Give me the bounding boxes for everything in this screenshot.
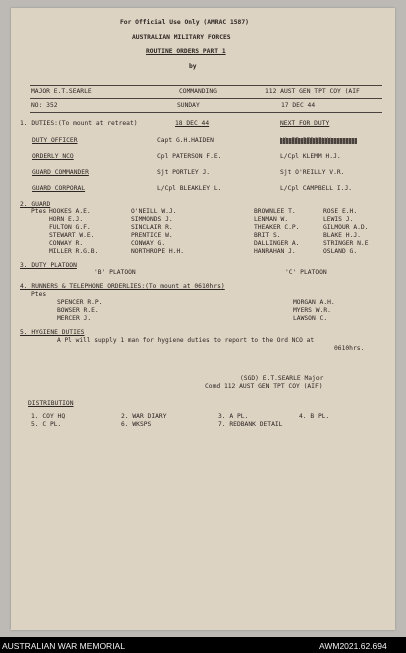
rule-middle [30,98,382,99]
rule-bottom [30,112,382,113]
guard-name: GILMOUR A.D. [323,224,369,231]
force-heading: AUSTRALIAN MILITARY FORCES [132,34,231,41]
guard-name: SIMMONDS J. [131,216,173,223]
duty-platoon-heading: 3. DUTY PLATOON [20,262,77,269]
runner-name: MERCER J. [57,315,92,322]
distribution-item: 4. B PL. [299,413,330,420]
signature-title: Comd 112 AUST GEN TPT COY (AIF) [205,383,323,390]
duty-platoon-next: 'C' PLATOON [285,269,327,276]
commander-name: MAJOR E.T.SEARLE [31,88,92,95]
document-title: ROUTINE ORDERS PART 1 [146,48,226,55]
distribution-item: 1. COY HQ [31,413,66,420]
classification-line: For Official Use Only (AMRAC 1587) [120,19,249,26]
guard-name: NORTHROPE H.H. [131,248,185,255]
guard-name: HANRAHAN J. [254,248,296,255]
distribution-item: 5. C PL. [31,421,62,428]
runner-name: LAWSON C. [293,315,328,322]
order-date: 17 DEC 44 [281,102,316,109]
guard-name: SINCLAIR R. [131,224,173,231]
footer-institution: AUSTRALIAN WAR MEMORIAL [2,641,125,651]
commander-role: COMMANDING [179,88,217,95]
guard-corporal-next: L/Cpl CAMPBELL I.J. [280,185,353,192]
distribution-item: 3. A PL. [218,413,249,420]
guard-heading: 2. GUARD [20,201,51,208]
order-day: SUNDAY [177,102,200,109]
guard-corporal-name: L/Cpl BLEAKLEY L. [157,185,222,192]
orderly-nco-name: Cpl PATERSON F.E. [157,153,222,160]
next-for-duty-label: NEXT FOR DUTY [280,120,330,127]
guard-name: STEWART W.E. [49,232,95,239]
guard-commander-role: GUARD COMMANDER [32,169,89,176]
guard-name: LEWIS J. [323,216,354,223]
guard-commander-name: Sjt PORTLEY J. [157,169,211,176]
guard-commander-next: Sjt O'REILLY V.R. [280,169,345,176]
guard-name: MILLER R.G.B. [49,248,99,255]
guard-name: PRENTICE W. [131,232,173,239]
duty-officer-name: Capt G.H.HAIDEN [157,137,214,144]
guard-name: CONWAY R. [49,240,84,247]
runners-heading: 4. RUNNERS & TELEPHONE ORDERLIES:(To mount at 0610hrs) [20,283,225,290]
by-line: by [189,63,197,70]
guard-name: ROSE E.H. [323,208,358,215]
runner-name: MORGAN A.H. [293,299,335,306]
guard-name: LENMAN W. [254,216,289,223]
hygiene-time: 0610hrs. [334,345,365,352]
redaction-stroke [280,138,357,144]
duties-heading: 1. DUTIES:(To mount at retreat) [20,120,138,127]
guard-name: STRINGER N.E [323,240,369,247]
duties-date: 18 DEC 44 [175,120,210,127]
guard-name: BROWNLEE T. [254,208,296,215]
distribution-item: 2. WAR DIARY [121,413,167,420]
hygiene-text: A Pl will supply 1 man for hygiene duties to report to the Ord NCO at [57,337,315,344]
runner-name: SPENCER R.P. [57,299,103,306]
distribution-item: 6. WKSPS [121,421,152,428]
guard-name: HOOKES A.E. [49,208,91,215]
guard-name: FULTON G.F. [49,224,91,231]
duty-platoon-current: 'B' PLATOON [94,269,136,276]
orderly-nco-role: ORDERLY NCO [32,153,74,160]
distribution-heading: DISTRIBUTION [28,400,74,407]
unit-name: 112 AUST GEN TPT COY (AIF [265,88,360,95]
runners-prefix: Ptes [31,291,47,298]
rule-top [30,85,382,86]
guard-name: HORN E.J. [49,216,84,223]
guard-corporal-role: GUARD CORPORAL [32,185,86,192]
orderly-nco-next: L/Cpl KLEMM H.J. [280,153,341,160]
footer-accession: AWM2021.62.694 [319,641,387,651]
runner-name: BOWSER R.E. [57,307,99,314]
guard-prefix: Ptes [31,208,47,215]
signature-line: (SGD) E.T.SEARLE Major [240,375,324,382]
order-number: NO: 352 [31,102,58,109]
runner-name: MYERS W.R. [293,307,331,314]
hygiene-heading: 5. HYGIENE DUTIES [20,329,85,336]
guard-name: CONWAY G. [131,240,166,247]
duty-officer-role: DUTY OFFICER [32,137,78,144]
guard-name: OSLAND G. [323,248,358,255]
guard-name: BLAKE H.J. [323,232,361,239]
guard-name: THEAKER C.P. [254,224,300,231]
guard-name: BRIT S. [254,232,281,239]
guard-name: O'NEILL W.J. [131,208,177,215]
guard-name: DALLINGER A. [254,240,300,247]
distribution-item: 7. REDBANK DETAIL [218,421,283,428]
